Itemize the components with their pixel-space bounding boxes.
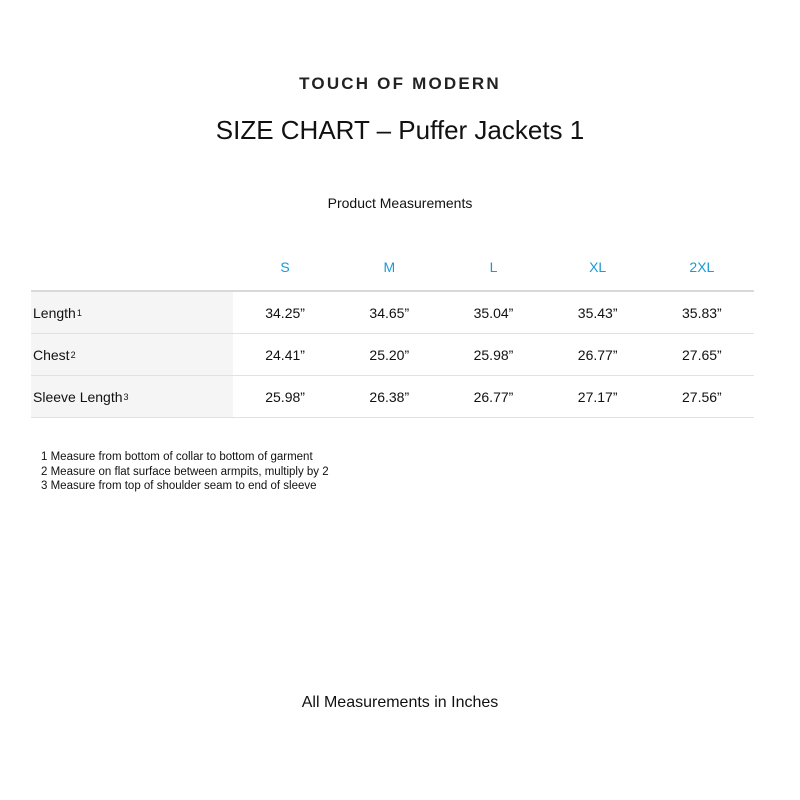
table-cell: 27.65” [650,334,754,376]
footnote-ref: 2 [70,349,76,360]
size-header-row [31,244,754,291]
size-header-xl: XL [546,244,650,291]
table-cell: 27.56” [650,376,754,418]
table-row-sleeve-length [31,376,754,418]
table-cell: 26.77” [546,334,650,376]
footnote-2: 2 Measure on flat surface between armpits, multiply by 2 [41,465,329,478]
footnote-ref: 1 [76,307,82,318]
size-header-s: S [233,244,337,291]
table-cell: 35.04” [441,291,545,334]
table-cell: 24.41” [233,334,337,376]
footnote-ref: 3 [123,391,129,402]
table-cell: 26.38” [337,376,441,418]
table-row-length [31,291,754,334]
table-cell: 35.83” [650,291,754,334]
table-cell: 25.20” [337,334,441,376]
table-cell: 25.98” [441,334,545,376]
row-label-text: Sleeve Length [33,388,123,405]
table-cell: 25.98” [233,376,337,418]
footnote-1: 1 Measure from bottom of collar to bottom of garment [41,451,313,463]
table-row-chest [31,334,754,376]
table-cell: 27.17” [546,376,650,418]
page-title: SIZE CHART – Puffer Jackets 1 [215,115,585,145]
footnotes [41,450,329,494]
brand-logo: TOUCH OF MODERN [299,74,501,93]
table-cell: 34.65” [337,291,441,334]
table-cell: 26.77” [441,376,545,418]
size-chart-table [31,244,754,418]
row-label-text: Chest [33,346,70,363]
header-blank-cell [31,244,233,291]
row-label-text: Length [33,304,76,321]
footnote-3: 3 Measure from top of shoulder seam to end of sleeve [41,480,317,492]
table-cell: 34.25” [233,291,337,334]
size-header-l: L [441,244,545,291]
units-note: All Measurements in Inches [301,694,499,711]
table-cell: 35.43” [546,291,650,334]
row-label-length [31,291,233,334]
size-header-2xl: 2XL [650,244,754,291]
row-label-chest [31,334,233,376]
size-header-m: M [337,244,441,291]
section-title: Product Measurements [327,195,473,211]
row-label-sleeve-length [31,376,233,418]
